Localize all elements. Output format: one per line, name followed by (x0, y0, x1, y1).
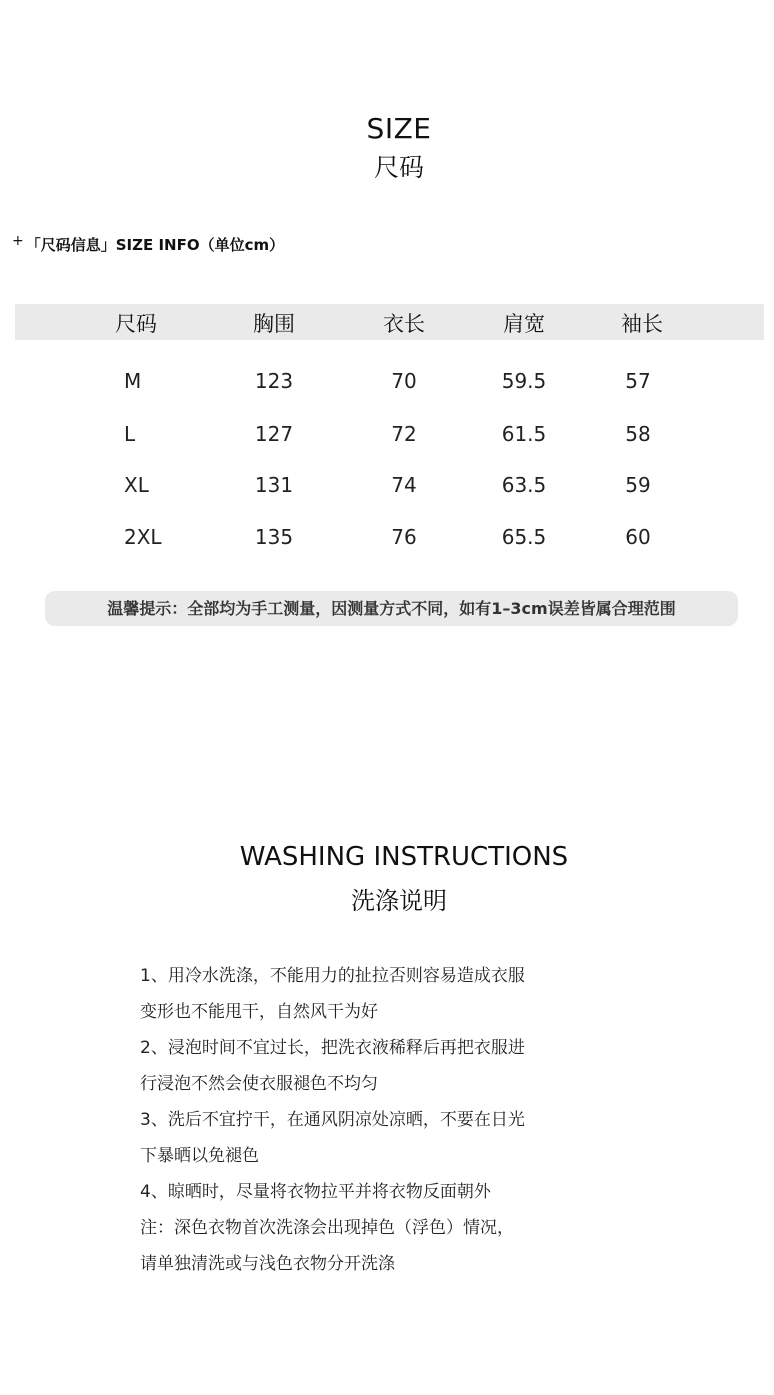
washing-line: 下暴晒以免褪色 (140, 1146, 259, 1166)
cell-chest: 135 (254, 525, 294, 549)
cell-length: 70 (391, 369, 417, 393)
washing-title-cn: 洗涤说明 (351, 887, 447, 915)
cell-chest: 123 (254, 369, 294, 393)
header-shoulder: 肩宽 (503, 312, 545, 336)
size-info-label (12, 234, 284, 255)
size-title-cn: 尺码 (373, 153, 424, 182)
plus-icon: + (12, 233, 24, 249)
cell-sleeve: 60 (625, 525, 651, 549)
cell-size: XL (124, 473, 149, 497)
washing-line: 注：深色衣物首次洗涤会出现掉色（浮色）情况， (140, 1218, 514, 1238)
cell-length: 72 (391, 422, 417, 446)
cell-shoulder: 61.5 (501, 422, 547, 446)
cell-size: M (124, 369, 142, 393)
header-chest: 胸围 (253, 312, 295, 336)
washing-line: 变形也不能甩干，自然风干为好 (140, 1002, 378, 1022)
header-sleeve: 袖长 (621, 312, 663, 336)
washing-line: 1、用冷水洗涤，不能用力的扯拉否则容易造成衣服 (140, 966, 525, 986)
cell-chest: 131 (254, 473, 294, 497)
cell-length: 74 (391, 473, 417, 497)
cell-sleeve: 59 (625, 473, 651, 497)
header-size: 尺码 (115, 312, 157, 336)
cell-shoulder: 63.5 (501, 473, 547, 497)
measurement-note: 温馨提示：全部均为手工测量，因测量方式不同，如有1–3cm误差皆属合理范围 (45, 591, 738, 626)
cell-sleeve: 58 (625, 422, 651, 446)
cell-shoulder: 59.5 (501, 369, 547, 393)
cell-sleeve: 57 (625, 369, 651, 393)
size-info-text: 「尺码信息」SIZE INFO（单位cm） (25, 236, 285, 254)
cell-size: L (124, 422, 136, 446)
header-length: 衣长 (383, 312, 425, 336)
washing-line: 2、浸泡时间不宜过长，把洗衣液稀释后再把衣服进 (140, 1038, 525, 1058)
cell-shoulder: 65.5 (501, 525, 547, 549)
cell-size: 2XL (124, 525, 162, 549)
washing-title: WASHING INSTRUCTIONS (239, 842, 569, 872)
washing-line: 行浸泡不然会使衣服褪色不均匀 (140, 1074, 378, 1094)
cell-length: 76 (391, 525, 417, 549)
size-title: SIZE (366, 112, 432, 145)
washing-line: 请单独清洗或与浅色衣物分开洗涤 (140, 1254, 395, 1274)
washing-line: 4、晾晒时，尽量将衣物拉平并将衣物反面朝外 (140, 1182, 491, 1202)
washing-line: 3、洗后不宜拧干，在通风阴凉处凉晒，不要在日光 (140, 1110, 525, 1130)
cell-chest: 127 (254, 422, 294, 446)
